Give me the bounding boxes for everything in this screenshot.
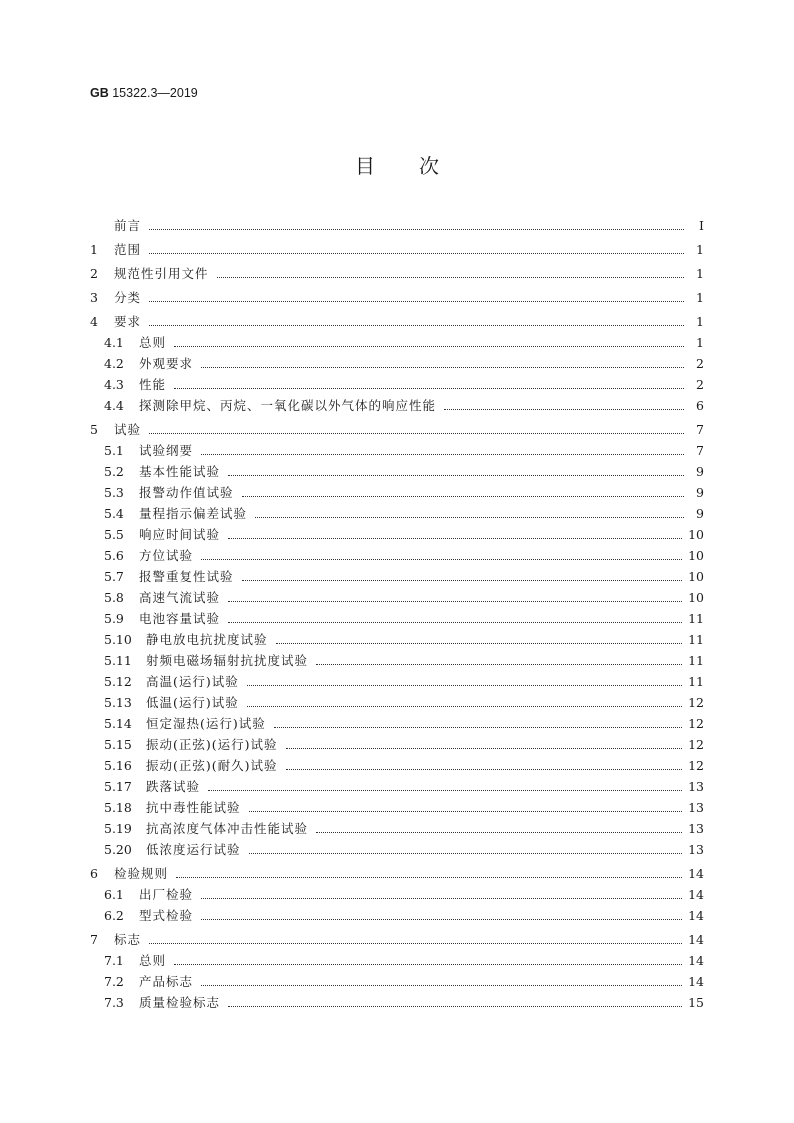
toc-page-number: 12 — [688, 758, 704, 773]
toc-page-number: 11 — [688, 653, 704, 668]
toc-number: 5.5 — [104, 527, 124, 542]
toc-number: 5.10 — [104, 632, 132, 647]
dot-leader — [174, 387, 684, 389]
toc-entry[interactable] — [90, 929, 704, 950]
toc-entry[interactable] — [90, 287, 704, 308]
dot-leader — [149, 252, 684, 254]
toc-label: 试验纲要 — [139, 443, 194, 458]
toc-section — [90, 419, 704, 860]
toc-page-number: 6 — [696, 398, 704, 413]
toc-page-number: 15 — [688, 995, 704, 1010]
toc-label: 标志 — [114, 932, 142, 947]
toc-label: 出厂检验 — [139, 887, 194, 902]
toc-number: 5.9 — [104, 611, 124, 626]
toc-label: 高温(运行)试验 — [146, 674, 239, 689]
toc-label: 规范性引用文件 — [114, 266, 209, 281]
dot-leader — [149, 324, 684, 326]
toc-subentry[interactable] — [90, 524, 704, 545]
toc-page-number: 10 — [688, 569, 704, 584]
toc-number: 5.1 — [104, 443, 124, 458]
dot-leader — [444, 408, 684, 410]
dot-leader — [208, 789, 682, 791]
toc-subentry[interactable] — [90, 839, 704, 860]
toc-number: 5.17 — [104, 779, 132, 794]
toc-label: 总则 — [139, 335, 167, 350]
toc-label: 基本性能试验 — [139, 464, 221, 479]
toc-label: 探测除甲烷、丙烷、一氧化碳以外气体的响应性能 — [139, 398, 437, 413]
toc-subentry[interactable] — [90, 395, 704, 416]
toc-number: 7.3 — [104, 995, 124, 1010]
toc-label: 振动(正弦)(运行)试验 — [146, 737, 278, 752]
toc-number: 5 — [90, 422, 98, 437]
toc-page-number: 1 — [696, 314, 704, 329]
toc-page-number: 10 — [688, 590, 704, 605]
dot-leader — [249, 852, 683, 854]
dot-leader — [217, 276, 684, 278]
toc-number: 6.1 — [104, 887, 124, 902]
toc-number: 3 — [90, 290, 98, 305]
toc-label: 跌落试验 — [146, 779, 201, 794]
dot-leader — [176, 876, 682, 878]
toc-subentry[interactable] — [90, 332, 704, 353]
toc-section — [90, 863, 704, 926]
dot-leader — [255, 516, 684, 518]
toc-number: 5.7 — [104, 569, 124, 584]
toc-page-number: 11 — [688, 632, 704, 647]
toc-number: 1 — [90, 242, 98, 257]
toc-section — [90, 287, 704, 308]
dot-leader — [149, 300, 684, 302]
toc-page-number: 13 — [688, 842, 704, 857]
toc-page-number: 9 — [696, 464, 704, 479]
toc-page-number: 12 — [688, 695, 704, 710]
toc-page-number: 11 — [688, 611, 704, 626]
toc-page-number: 13 — [688, 800, 704, 815]
dot-leader — [274, 726, 682, 728]
toc-label: 质量检验标志 — [139, 995, 221, 1010]
toc-number: 2 — [90, 266, 98, 281]
dot-leader — [228, 1005, 682, 1007]
toc-entry[interactable] — [90, 419, 704, 440]
toc-number: 5.8 — [104, 590, 124, 605]
toc-subentry[interactable] — [90, 566, 704, 587]
toc-label: 方位试验 — [139, 548, 194, 563]
toc-entry[interactable] — [90, 215, 704, 236]
dot-leader — [149, 228, 684, 230]
toc-label: 射频电磁场辐射抗扰度试验 — [146, 653, 309, 668]
dot-leader — [228, 600, 682, 602]
toc-number: 4 — [90, 314, 98, 329]
standard-code — [90, 86, 198, 100]
toc-number: 4.3 — [104, 377, 124, 392]
toc-page-number: 13 — [688, 779, 704, 794]
toc-label: 抗高浓度气体冲击性能试验 — [146, 821, 309, 836]
toc-entry[interactable] — [90, 311, 704, 332]
toc-entry[interactable] — [90, 239, 704, 260]
toc-subentry[interactable] — [90, 374, 704, 395]
toc-page-number: 2 — [696, 377, 704, 392]
toc-label: 外观要求 — [139, 356, 194, 371]
toc-subentry[interactable] — [90, 692, 704, 713]
dot-leader — [316, 831, 682, 833]
toc-label: 报警重复性试验 — [139, 569, 234, 584]
toc-number: 5.16 — [104, 758, 132, 773]
toc-label: 静电放电抗扰度试验 — [146, 632, 268, 647]
toc-label: 恒定湿热(运行)试验 — [146, 716, 266, 731]
toc-label: 要求 — [114, 314, 142, 329]
toc-page-number: 2 — [696, 356, 704, 371]
toc-number: 5.15 — [104, 737, 132, 752]
dot-leader — [286, 747, 683, 749]
toc-subentry[interactable] — [90, 671, 704, 692]
toc-page-number: I — [699, 218, 704, 233]
toc-page-number: 1 — [696, 290, 704, 305]
toc-label: 量程指示偏差试验 — [139, 506, 248, 521]
toc-subentry[interactable] — [90, 755, 704, 776]
dot-leader — [228, 621, 682, 623]
dot-leader — [247, 684, 682, 686]
toc-label: 总则 — [139, 953, 167, 968]
toc-entry[interactable] — [90, 863, 704, 884]
toc-label: 低温(运行)试验 — [146, 695, 239, 710]
dot-leader — [249, 810, 683, 812]
toc-number: 5.19 — [104, 821, 132, 836]
page-title: 目次 — [355, 154, 483, 178]
standard-code-prefix: GB — [90, 86, 109, 100]
dot-leader — [242, 495, 684, 497]
toc-number: 7.1 — [104, 953, 124, 968]
dot-leader — [174, 963, 682, 965]
toc-page-number: 14 — [688, 866, 704, 881]
toc-page-number: 12 — [688, 716, 704, 731]
toc-page-number: 1 — [696, 335, 704, 350]
toc-page-number: 14 — [688, 974, 704, 989]
toc-page-number: 1 — [696, 266, 704, 281]
dot-leader — [201, 918, 682, 920]
toc-label: 型式检验 — [139, 908, 194, 923]
toc-page-number: 11 — [688, 674, 704, 689]
toc-subentry[interactable] — [90, 818, 704, 839]
toc-page-number: 10 — [688, 527, 704, 542]
dot-leader — [201, 366, 684, 368]
toc-number: 5.18 — [104, 800, 132, 815]
toc-label: 高速气流试验 — [139, 590, 221, 605]
dot-leader — [149, 432, 684, 434]
toc-section — [90, 263, 704, 284]
toc-number: 5.3 — [104, 485, 124, 500]
toc-number: 5.13 — [104, 695, 132, 710]
toc-page-number: 1 — [696, 242, 704, 257]
toc-subentry[interactable] — [90, 650, 704, 671]
toc-label: 试验 — [114, 422, 142, 437]
toc-subentry[interactable] — [90, 950, 704, 971]
toc-section — [90, 929, 704, 1013]
toc-number: 4.4 — [104, 398, 124, 413]
toc-subentry[interactable] — [90, 587, 704, 608]
dot-leader — [201, 558, 682, 560]
toc-number: 6.2 — [104, 908, 124, 923]
toc-subentry[interactable] — [90, 713, 704, 734]
dot-leader — [201, 453, 684, 455]
toc-subentry[interactable] — [90, 884, 704, 905]
dot-leader — [228, 537, 682, 539]
dot-leader — [247, 705, 682, 707]
toc-page-number: 10 — [688, 548, 704, 563]
toc-number: 4.2 — [104, 356, 124, 371]
toc-page-number: 14 — [688, 887, 704, 902]
toc-page-number: 9 — [696, 506, 704, 521]
toc-subentry[interactable] — [90, 545, 704, 566]
toc-page-number: 14 — [688, 908, 704, 923]
toc-label: 产品标志 — [139, 974, 194, 989]
toc-number: 5.6 — [104, 548, 124, 563]
toc-section — [90, 215, 704, 236]
toc-label: 低浓度运行试验 — [146, 842, 241, 857]
toc-number: 5.12 — [104, 674, 132, 689]
toc-page-number: 7 — [696, 443, 704, 458]
toc-label: 振动(正弦)(耐久)试验 — [146, 758, 278, 773]
dot-leader — [174, 345, 684, 347]
toc-number: 5.4 — [104, 506, 124, 521]
dot-leader — [228, 474, 684, 476]
toc-subentry[interactable] — [90, 353, 704, 374]
toc-subentry[interactable] — [90, 629, 704, 650]
toc-subentry[interactable] — [90, 992, 704, 1013]
toc-number: 5.14 — [104, 716, 132, 731]
toc-subentry[interactable] — [90, 905, 704, 926]
toc-label: 电池容量试验 — [139, 611, 221, 626]
toc-section — [90, 239, 704, 260]
toc-subentry[interactable] — [90, 776, 704, 797]
toc-subentry[interactable] — [90, 440, 704, 461]
dot-leader — [201, 984, 682, 986]
dot-leader — [242, 579, 683, 581]
toc-subentry[interactable] — [90, 503, 704, 524]
toc-page-number: 9 — [696, 485, 704, 500]
standard-code-number: 15322.3—2019 — [112, 86, 198, 100]
toc-label: 分类 — [114, 290, 142, 305]
toc-subentry[interactable] — [90, 461, 704, 482]
toc-label: 前言 — [114, 218, 142, 233]
toc-page-number: 13 — [688, 821, 704, 836]
toc-page-number: 14 — [688, 932, 704, 947]
toc-page-number: 12 — [688, 737, 704, 752]
dot-leader — [286, 768, 683, 770]
toc-section — [90, 311, 704, 416]
toc-number: 4.1 — [104, 335, 124, 350]
toc-number: 5.20 — [104, 842, 132, 857]
toc-subentry[interactable] — [90, 608, 704, 629]
dot-leader — [316, 663, 682, 665]
toc-label: 抗中毒性能试验 — [146, 800, 241, 815]
toc-entry[interactable] — [90, 263, 704, 284]
toc-subentry[interactable] — [90, 734, 704, 755]
dot-leader — [276, 642, 683, 644]
toc-label: 性能 — [139, 377, 167, 392]
toc-subentry[interactable] — [90, 971, 704, 992]
toc-number: 5.11 — [104, 653, 132, 668]
toc-label: 报警动作值试验 — [139, 485, 234, 500]
dot-leader — [149, 942, 682, 944]
toc-number: 6 — [90, 866, 98, 881]
toc-subentry[interactable] — [90, 797, 704, 818]
toc-page-number: 14 — [688, 953, 704, 968]
toc-page-number: 7 — [696, 422, 704, 437]
toc-number: 5.2 — [104, 464, 124, 479]
toc-subentry[interactable] — [90, 482, 704, 503]
toc-label: 响应时间试验 — [139, 527, 221, 542]
toc-number: 7 — [90, 932, 98, 947]
toc-number: 7.2 — [104, 974, 124, 989]
dot-leader — [201, 897, 682, 899]
toc-label: 范围 — [114, 242, 142, 257]
toc-label: 检验规则 — [114, 866, 169, 881]
table-of-contents — [90, 215, 704, 1016]
